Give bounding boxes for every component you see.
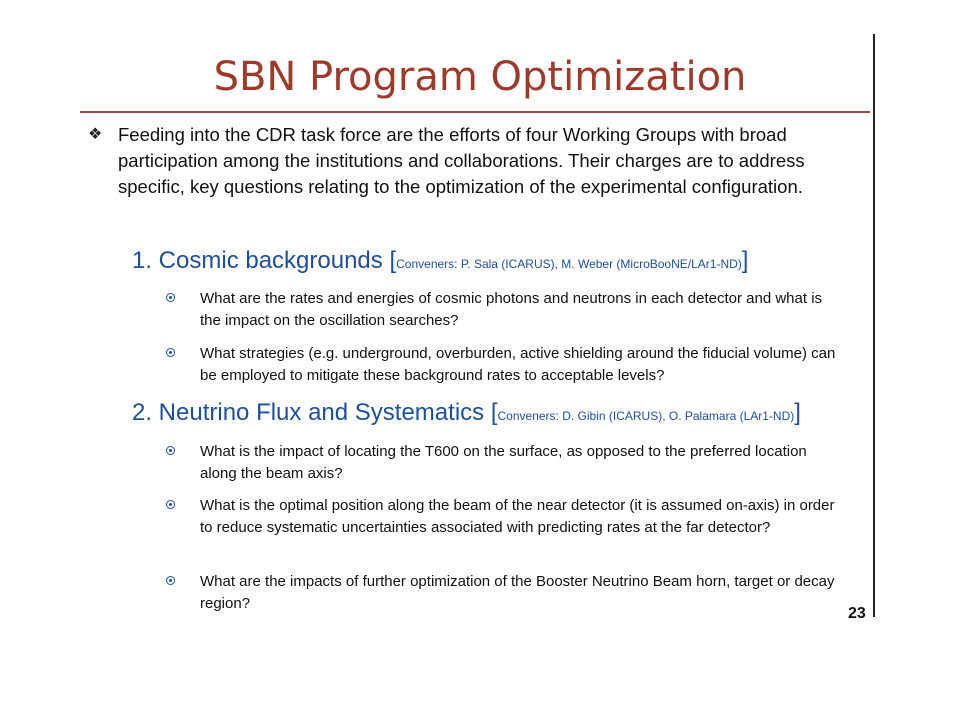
diamond-bullet-icon: ❖	[88, 126, 103, 143]
question-item	[166, 288, 846, 332]
intro-text: Feeding into the CDR task force are the efforts of four Working Groups with broad participation among the institutions and collaborations. Their charges are to address specific, key questions relating to the optimization of the experimental configuration.	[118, 124, 805, 197]
open-bracket: [	[490, 399, 498, 426]
section-title: 1. Cosmic backgrounds	[132, 247, 383, 274]
circle-bullet-icon	[166, 500, 175, 509]
page-number: 23	[848, 605, 866, 618]
section-heading-neutrino-flux	[132, 398, 801, 431]
slide-title: SBN Program Optimization	[213, 54, 747, 100]
section-title: 2. Neutrino Flux and Systematics	[132, 399, 485, 426]
circle-bullet-icon	[166, 348, 175, 357]
close-bracket: ]	[741, 247, 749, 274]
question-item	[166, 343, 846, 387]
question-text: What is the optimal position along the beam of the near detector (it is assumed on-axis) in order to reduce systematic uncertainties associated with predicting rates at the far detector?	[200, 497, 835, 536]
conveners-text: Conveners: D. Gibin (ICARUS), O. Palamara (LAr1-ND)	[497, 409, 795, 423]
question-item	[166, 571, 846, 615]
section-heading-cosmic-backgrounds	[132, 246, 748, 279]
circle-bullet-icon	[166, 293, 175, 302]
intro-paragraph	[88, 122, 858, 200]
open-bracket: [	[389, 247, 397, 274]
question-item	[166, 441, 846, 485]
circle-bullet-icon	[166, 446, 175, 455]
question-text: What strategies (e.g. underground, overburden, active shielding around the fiducial volume) can be employed to mitigate these background rates to acceptable levels?	[200, 345, 836, 384]
question-text: What are the impacts of further optimization of the Booster Neutrino Beam horn, target or decay region?	[200, 573, 835, 612]
question-text: What are the rates and energies of cosmic photons and neutrons in each detector and what is the impact on the oscillation searches?	[200, 290, 823, 329]
title-underline	[80, 111, 870, 113]
close-bracket: ]	[794, 399, 801, 426]
slide-right-border	[873, 34, 875, 617]
circle-bullet-icon	[166, 576, 175, 585]
conveners-text: Conveners: P. Sala (ICARUS), M. Weber (MicroBooNE/LAr1-ND)	[396, 257, 742, 271]
question-item	[166, 495, 846, 539]
question-text: What is the impact of locating the T600 on the surface, as opposed to the preferred location along the beam axis?	[200, 443, 807, 482]
